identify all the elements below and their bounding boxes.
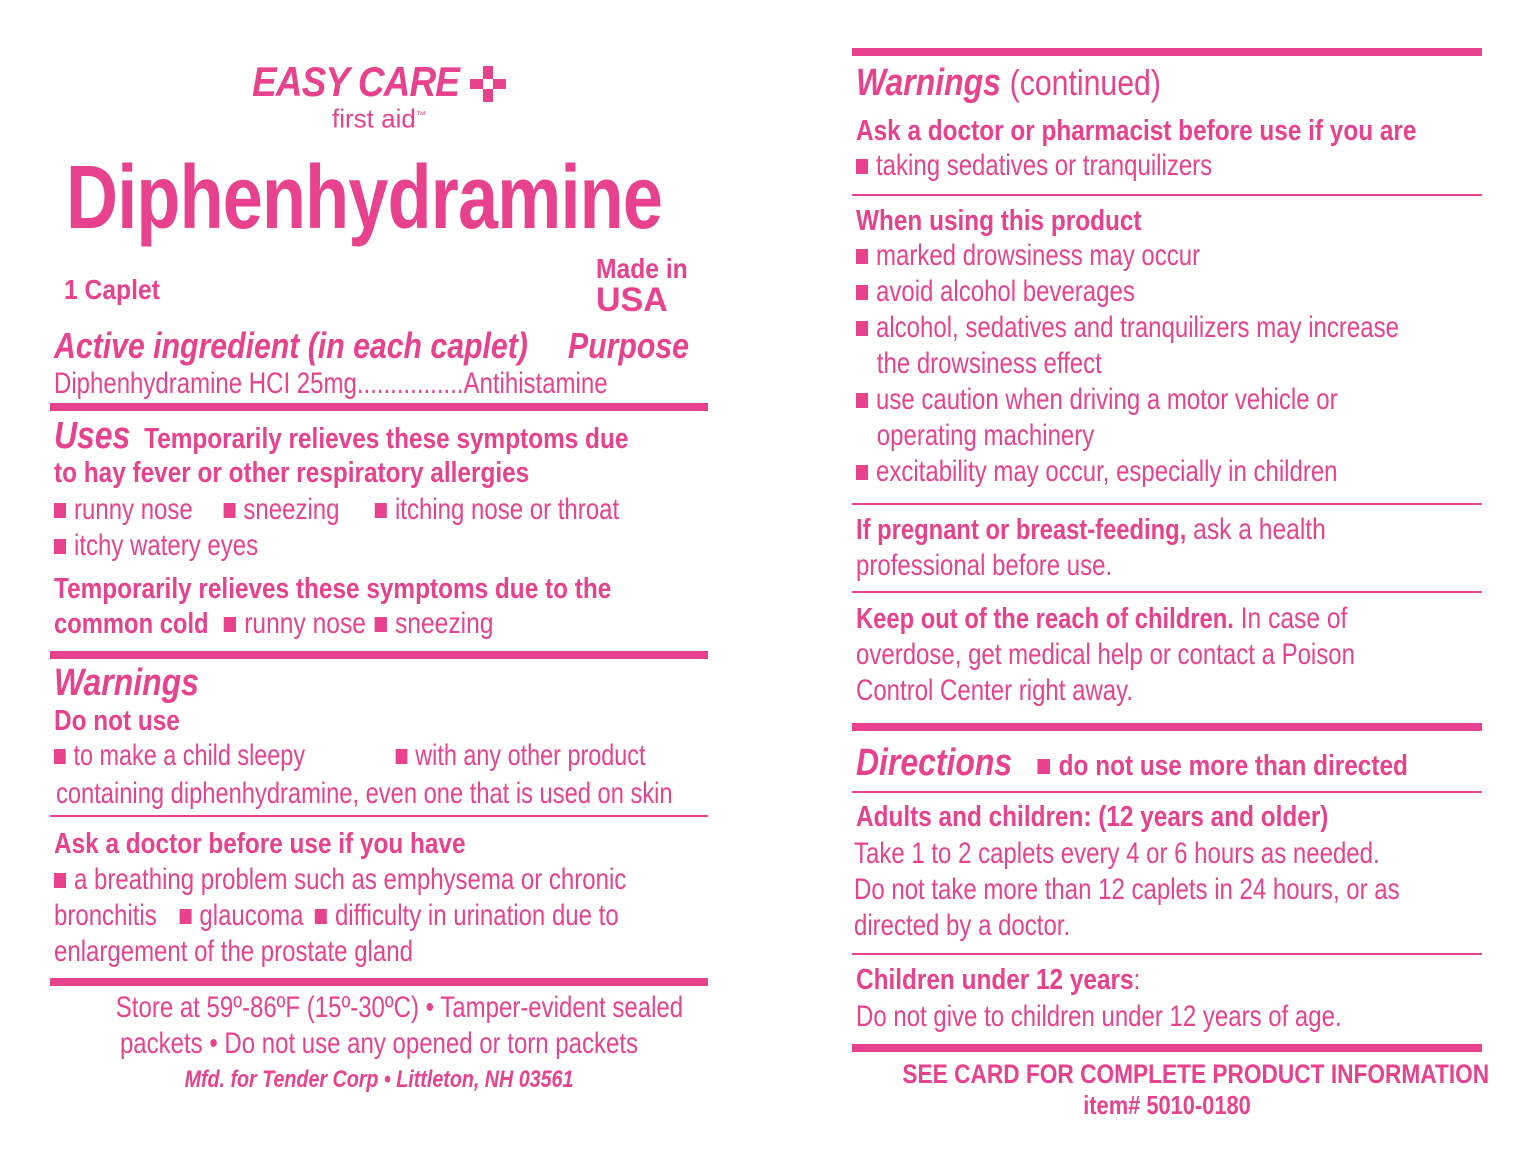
divider <box>50 651 708 659</box>
keep-out-line3: Control Center right away. <box>856 674 1134 707</box>
list-item-cont: operating machinery <box>876 419 1095 452</box>
divider <box>852 1044 1482 1052</box>
ingredient-purpose: Antihistamine <box>463 367 608 400</box>
storage-block <box>50 990 708 1098</box>
storage-line2: packets • Do not use any opened or torn packets <box>119 1027 639 1060</box>
list-item: sneezing <box>223 493 339 526</box>
list-item: runny nose <box>224 607 366 640</box>
keep-out-line1: Keep out of the reach of children. In case of <box>856 602 1348 635</box>
made-in-country: USA <box>596 281 668 319</box>
bullet-icon <box>54 873 66 888</box>
ingredient-dots: ................ <box>356 367 464 400</box>
storage-line1: Store at 59º-86ºF (15º-30ºC) • Tamper-evident sealed <box>115 991 684 1024</box>
bullet-icon <box>856 393 868 408</box>
list-item: difficulty in urination due to <box>315 899 619 932</box>
trademark: ™ <box>415 110 426 121</box>
active-ingredient-heading: Active ingredient (in each caplet) <box>54 325 528 366</box>
uses-heading: Uses <box>54 415 131 457</box>
see-card-note: SEE CARD FOR COMPLETE PRODUCT INFORMATION <box>902 1059 1490 1089</box>
uses-intro-line2: to hay fever or other respiratory allergies <box>54 457 530 489</box>
ingredient-name: Diphenhydramine HCI 25mg <box>54 367 357 400</box>
adults-line2: Do not take more than 12 caplets in 24 hours, or as <box>854 873 1400 906</box>
list-item: alcohol, sedatives and tranquilizers may increase <box>856 310 1399 346</box>
brand-logo <box>252 58 512 134</box>
pharmacist-heading: Ask a doctor or pharmacist before use if you are <box>856 115 1417 147</box>
pregnant-line2: professional before use. <box>856 549 1113 582</box>
list-item: glaucoma <box>179 899 303 932</box>
plus-cross-icon <box>468 64 508 104</box>
bullet-icon <box>179 909 191 924</box>
list-item: itching nose or throat <box>375 493 619 526</box>
cold-intro-line1: Temporarily relieves these symptoms due to the <box>54 573 612 605</box>
divider <box>852 953 1482 955</box>
list-item-cont: the drowsiness effect <box>876 347 1102 380</box>
ask-doctor-heading: Ask a doctor before use if you have <box>54 828 466 860</box>
bullet-icon <box>54 503 66 518</box>
ask-doctor-line3: enlargement of the prostate gland <box>54 935 413 968</box>
ask-doctor-line2: bronchitis glaucoma difficulty in urination due to <box>54 899 619 932</box>
list-item: sneezing <box>375 607 494 640</box>
bullet-icon <box>375 617 387 632</box>
children-text: Do not give to children under 12 years of age. <box>856 1000 1342 1033</box>
purpose-heading: Purpose <box>568 325 689 366</box>
when-using-heading: When using this product <box>856 205 1142 237</box>
manufacturer: Mfd. for Tender Corp • Littleton, NH 03561 <box>184 1066 574 1093</box>
divider <box>852 591 1482 593</box>
directions-header <box>856 742 1408 784</box>
divider <box>852 503 1482 505</box>
made-in-label: Made in <box>596 253 688 284</box>
brand-tagline <box>332 102 426 133</box>
cold-intro-line2: common cold runny nose sneezing <box>54 607 494 640</box>
list-item: with any other product <box>396 739 646 772</box>
adults-heading: Adults and children: (12 years and older) <box>856 801 1329 833</box>
divider <box>852 723 1482 731</box>
bullet-icon <box>856 285 868 300</box>
adults-line1: Take 1 to 2 caplets every 4 or 6 hours as needed. <box>854 837 1380 870</box>
divider <box>852 791 1482 793</box>
list-item: to make a child sleepy <box>54 739 305 772</box>
bullet-icon <box>856 159 868 174</box>
list-item: itchy watery eyes <box>54 529 258 562</box>
list-item: avoid alcohol beverages <box>856 274 1399 310</box>
divider <box>50 403 708 411</box>
children-heading: Children under 12 years: <box>856 964 1141 996</box>
do-not-use-items <box>54 738 646 774</box>
uses-intro <box>54 416 628 456</box>
ask-doctor-line1: a breathing problem such as emphysema or chronic <box>54 862 626 898</box>
keep-out-line2: overdose, get medical help or contact a Poison <box>856 638 1355 671</box>
bullet-icon <box>54 749 66 764</box>
pharmacist-item: taking sedatives or tranquilizers <box>856 148 1212 184</box>
do-not-use-heading: Do not use <box>54 705 180 737</box>
list-item: excitability may occur, especially in children <box>856 454 1399 490</box>
adults-line3: directed by a doctor. <box>854 909 1071 942</box>
bullet-icon <box>375 503 387 518</box>
uses-intro-line1: Temporarily relieves these symptoms due <box>144 423 629 455</box>
product-title: Diphenhydramine <box>66 148 663 248</box>
bullet-icon <box>54 539 66 554</box>
bullet-icon <box>315 909 327 924</box>
when-using-list <box>856 238 1399 490</box>
pregnant-line1: If pregnant or breast-feeding, ask a health <box>856 513 1326 546</box>
footer <box>852 1058 1490 1120</box>
directions-heading: Directions <box>856 742 1013 784</box>
bullet-icon <box>856 321 868 336</box>
divider <box>852 194 1482 196</box>
bullet-icon <box>856 465 868 480</box>
bullet-icon <box>223 503 235 518</box>
bullet-icon <box>224 617 236 632</box>
uses-list-2 <box>54 528 258 564</box>
do-not-use-cont: containing diphenhydramine, even one that is used on skin <box>56 777 673 810</box>
bullet-icon <box>396 749 408 764</box>
list-item: use caution when driving a motor vehicle or <box>856 382 1399 418</box>
bullet-icon <box>856 249 868 264</box>
divider <box>50 815 708 817</box>
brand-name: EASY CARE <box>252 58 460 105</box>
divider <box>50 978 708 986</box>
list-item: runny nose <box>54 493 193 526</box>
uses-list <box>54 492 619 528</box>
divider <box>852 48 1482 56</box>
ingredient-row <box>54 366 608 402</box>
item-number: item# 5010-0180 <box>1083 1090 1251 1120</box>
warnings-cont-heading: Warnings (continued) <box>856 62 1161 104</box>
bullet-icon <box>1038 759 1051 774</box>
warnings-heading: Warnings <box>54 662 199 704</box>
list-item: marked drowsiness may occur <box>856 238 1399 274</box>
caplet-count: 1 Caplet <box>64 274 160 305</box>
tagline-text: first aid <box>332 103 416 134</box>
list-item: do not use more than directed <box>1038 762 1408 779</box>
